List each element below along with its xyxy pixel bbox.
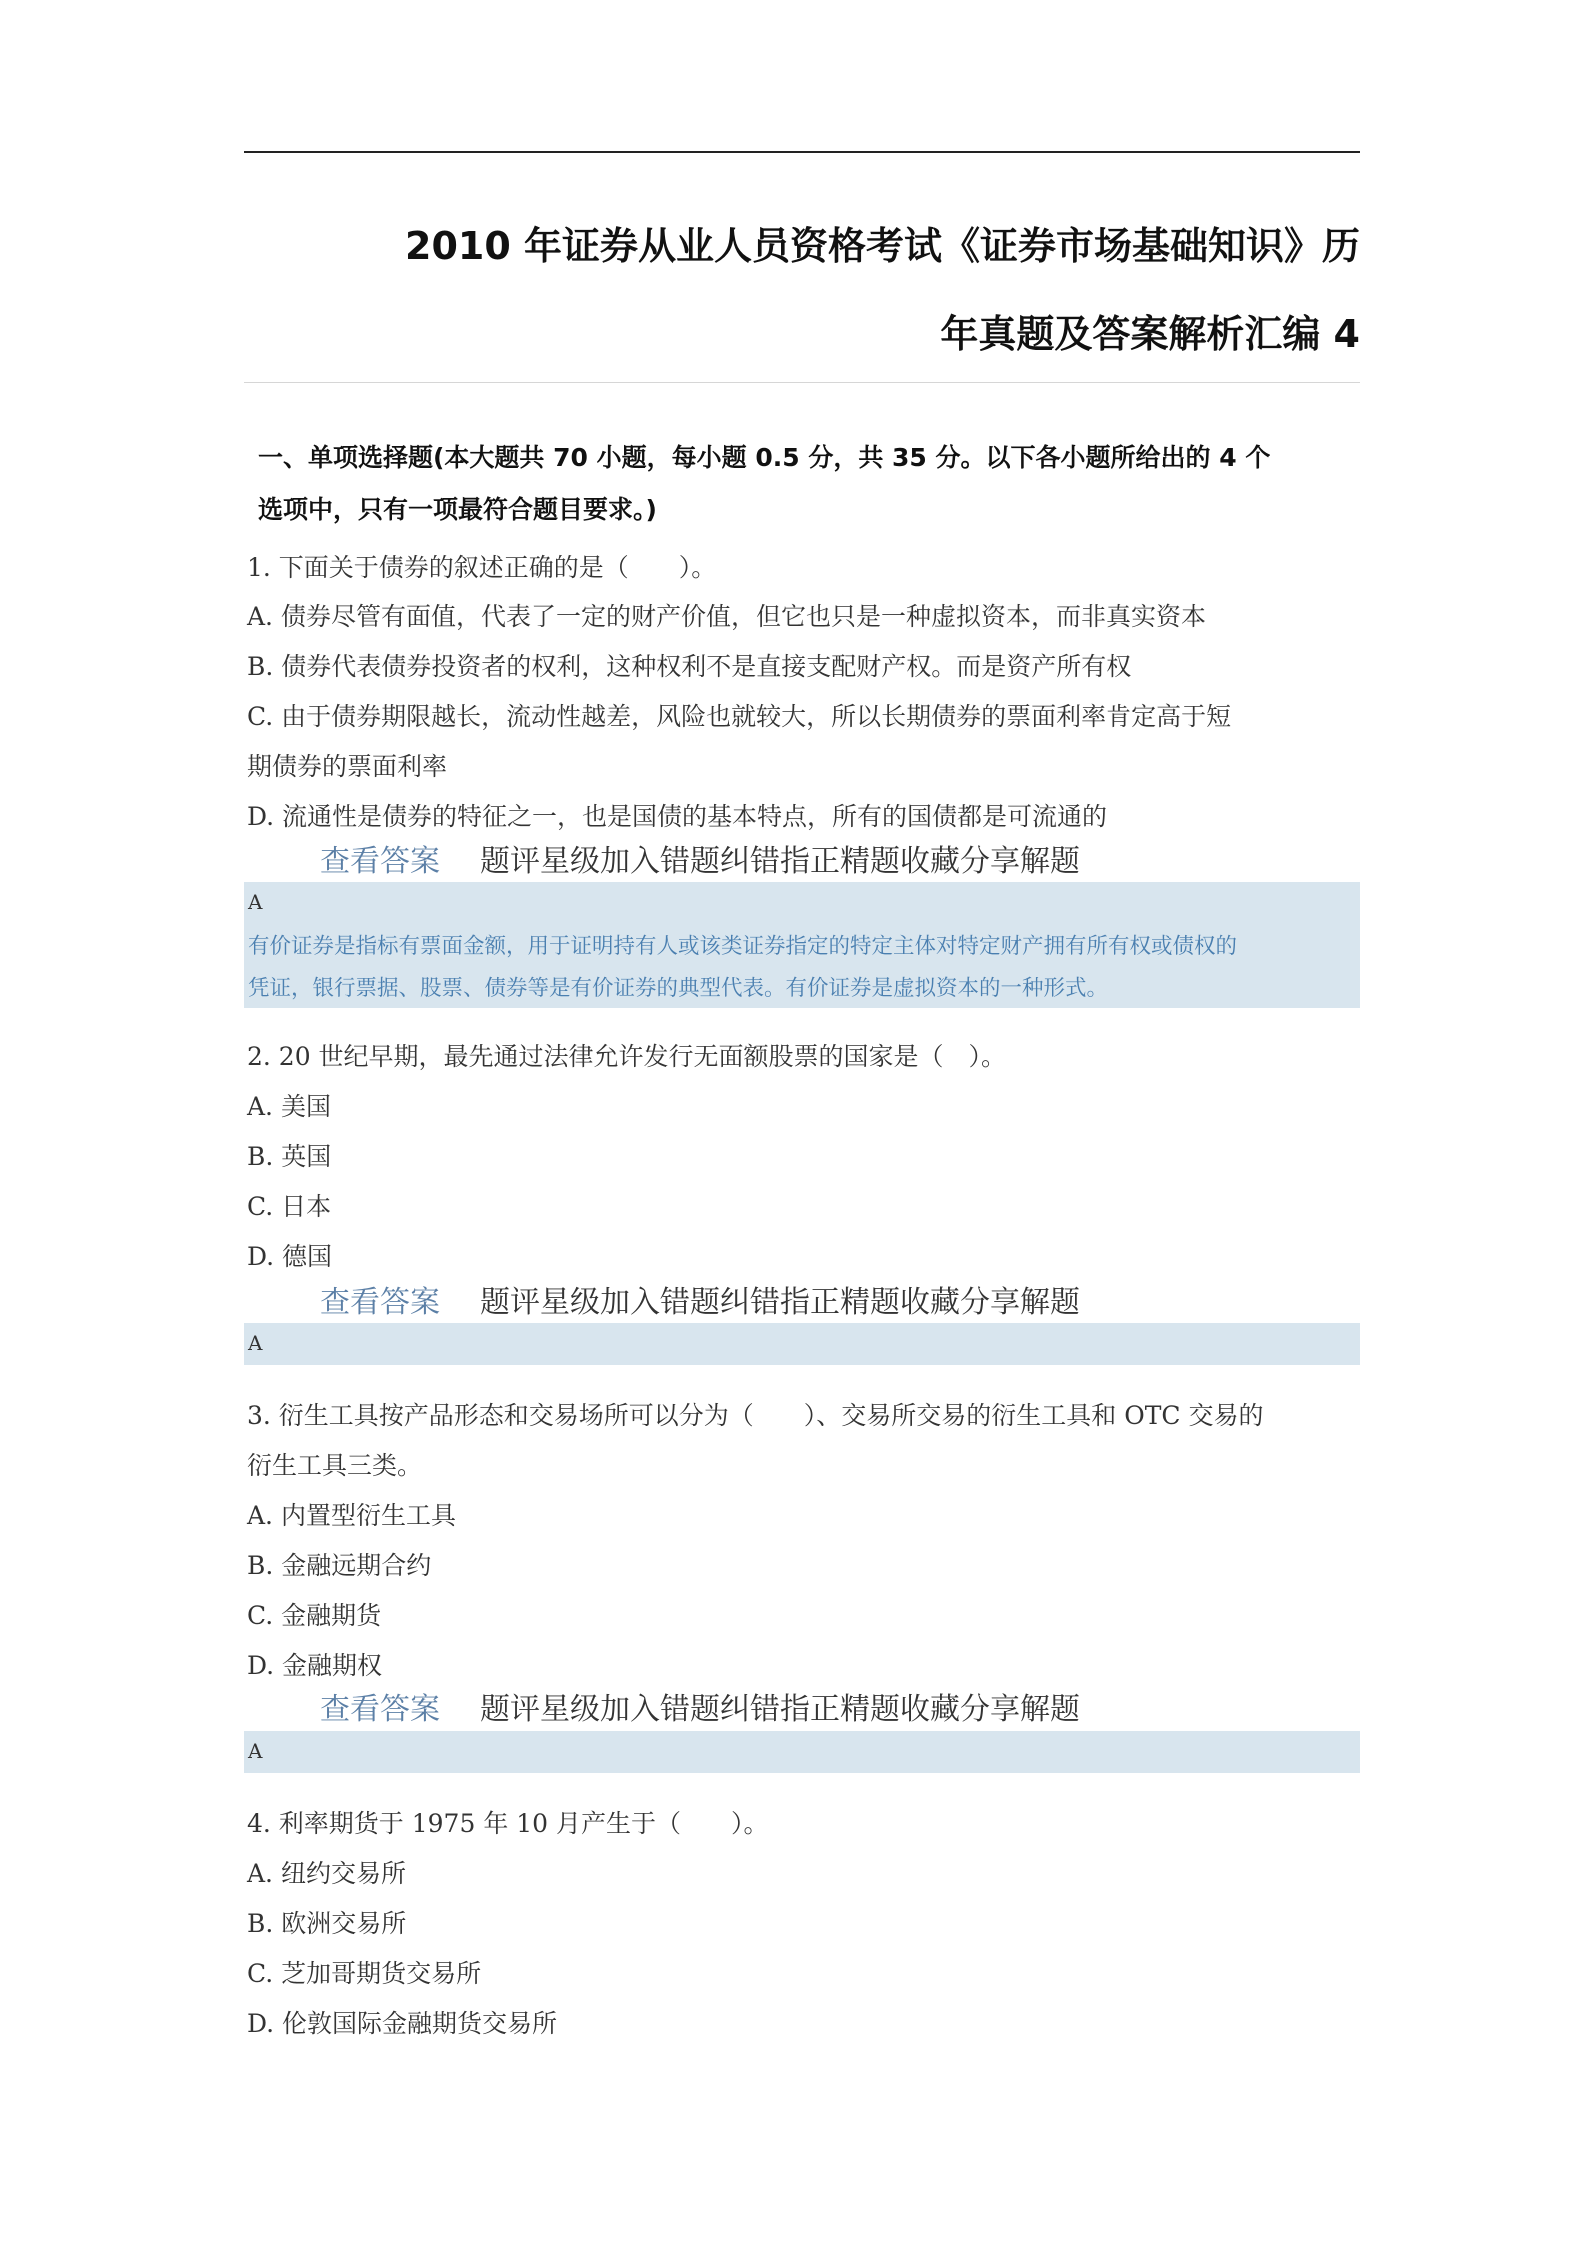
question-4-option-d: D. 伦敦国际金融期货交易所 (247, 2009, 558, 2038)
question-2-option-c: C. 日本 (247, 1192, 332, 1221)
question-3-answer: A (248, 1739, 263, 1763)
report-error-link[interactable]: 纠错 (720, 1285, 780, 1320)
question-1-answer-panel (244, 882, 1360, 1008)
view-answer-button[interactable]: 查看答案 (320, 844, 440, 879)
question-4-stem: 4. 利率期货于 1975 年 10 月产生于（ ）。 (247, 1809, 769, 1838)
question-3-option-d: D. 金融期权 (247, 1651, 383, 1680)
question-4-option-b: B. 欧洲交易所 (247, 1909, 407, 1938)
add-to-mistakes-link[interactable]: 加入错题 (600, 1692, 720, 1727)
share-link[interactable]: 分享 (960, 844, 1020, 879)
favorite-link[interactable]: 收藏 (900, 1692, 960, 1727)
question-4-option-a: A. 纽约交易所 (247, 1859, 406, 1888)
section-heading-line-2: 选项中，只有一项最符合题目要求。) (258, 495, 657, 524)
question-1-stem: 1. 下面关于债券的叙述正确的是（ ）。 (247, 553, 717, 582)
document-title-line-2: 年真题及答案解析汇编 4 (940, 312, 1360, 356)
question-1-option-c: C. 由于债券期限越长，流动性越差，风险也就较大，所以长期债券的票面利率肯定高于短 (247, 702, 1232, 731)
question-1-analysis-line-1: 有价证券是指标有票面金额，用于证明持有人或该类证券指定的特定主体对特定财产拥有所有权或债权的 (248, 934, 1238, 959)
share-link[interactable]: 分享 (960, 1692, 1020, 1727)
report-error-link[interactable]: 纠错 (720, 844, 780, 879)
question-1-option-b: B. 债券代表债券投资者的权利，这种权利不是直接支配财产权。而是资产所有权 (247, 652, 1132, 681)
question-1-option-a: A. 债券尽管有面值，代表了一定的财产价值，但它也只是一种虚拟资本，而非真实资本 (247, 602, 1206, 631)
question-1-toolbar (320, 836, 1080, 880)
question-2-answer: A (248, 1331, 263, 1355)
correction-link[interactable]: 指正 (780, 844, 840, 879)
question-2-stem: 2. 20 世纪早期，最先通过法律允许发行无面额股票的国家是（ ）。 (247, 1042, 1007, 1071)
question-3-toolbar (320, 1684, 1080, 1728)
share-link[interactable]: 分享 (960, 1285, 1020, 1320)
star-level-link[interactable]: 星级 (540, 1285, 600, 1320)
question-1-option-c-cont: 期债券的票面利率 (247, 752, 448, 781)
solve-question-link[interactable]: 解题 (1020, 844, 1080, 879)
solve-question-link[interactable]: 解题 (1020, 1692, 1080, 1727)
question-1-option-d: D. 流通性是债券的特征之一，也是国债的基本特点，所有的国债都是可流通的 (247, 802, 1108, 831)
favorite-link[interactable]: 收藏 (900, 1285, 960, 1320)
featured-question-link[interactable]: 精题 (840, 1692, 900, 1727)
add-to-mistakes-link[interactable]: 加入错题 (600, 1285, 720, 1320)
question-2-option-d: D. 德国 (247, 1242, 333, 1271)
question-3-stem-cont: 衍生工具三类。 (247, 1451, 423, 1480)
question-2-option-a: A. 美国 (247, 1092, 331, 1121)
view-answer-button[interactable]: 查看答案 (320, 1285, 440, 1320)
document-title-line-1: 2010 年证券从业人员资格考试《证券市场基础知识》历 (405, 224, 1360, 268)
featured-question-link[interactable]: 精题 (840, 844, 900, 879)
question-2-option-b: B. 英国 (247, 1142, 332, 1171)
correction-link[interactable]: 指正 (780, 1285, 840, 1320)
question-3-option-a: A. 内置型衍生工具 (247, 1501, 456, 1530)
question-4-option-c: C. 芝加哥期货交易所 (247, 1959, 482, 1988)
question-1-answer: A (248, 890, 263, 914)
rate-question-link[interactable]: 题评 (480, 1692, 540, 1727)
question-3-option-c: C. 金融期货 (247, 1601, 382, 1630)
correction-link[interactable]: 指正 (780, 1692, 840, 1727)
title-divider (244, 382, 1360, 383)
report-error-link[interactable]: 纠错 (720, 1692, 780, 1727)
question-2-toolbar (320, 1277, 1080, 1321)
featured-question-link[interactable]: 精题 (840, 1285, 900, 1320)
rate-question-link[interactable]: 题评 (480, 844, 540, 879)
solve-question-link[interactable]: 解题 (1020, 1285, 1080, 1320)
question-1-analysis-line-2: 凭证，银行票据、股票、债券等是有价证券的典型代表。有价证券是虚拟资本的一种形式。 (248, 976, 1109, 1001)
star-level-link[interactable]: 星级 (540, 844, 600, 879)
view-answer-button[interactable]: 查看答案 (320, 1692, 440, 1727)
question-3-answer-panel (244, 1731, 1360, 1773)
star-level-link[interactable]: 星级 (540, 1692, 600, 1727)
add-to-mistakes-link[interactable]: 加入错题 (600, 844, 720, 879)
top-rule (244, 151, 1360, 153)
rate-question-link[interactable]: 题评 (480, 1285, 540, 1320)
question-2-answer-panel (244, 1323, 1360, 1365)
question-3-stem: 3. 衍生工具按产品形态和交易场所可以分为（ ）、交易所交易的衍生工具和 OTC 交易的 (247, 1401, 1264, 1430)
favorite-link[interactable]: 收藏 (900, 844, 960, 879)
question-3-option-b: B. 金融远期合约 (247, 1551, 432, 1580)
section-heading-line-1: 一、单项选择题(本大题共 70 小题，每小题 0.5 分，共 35 分。以下各小题所给出的 4 个 (258, 443, 1271, 472)
